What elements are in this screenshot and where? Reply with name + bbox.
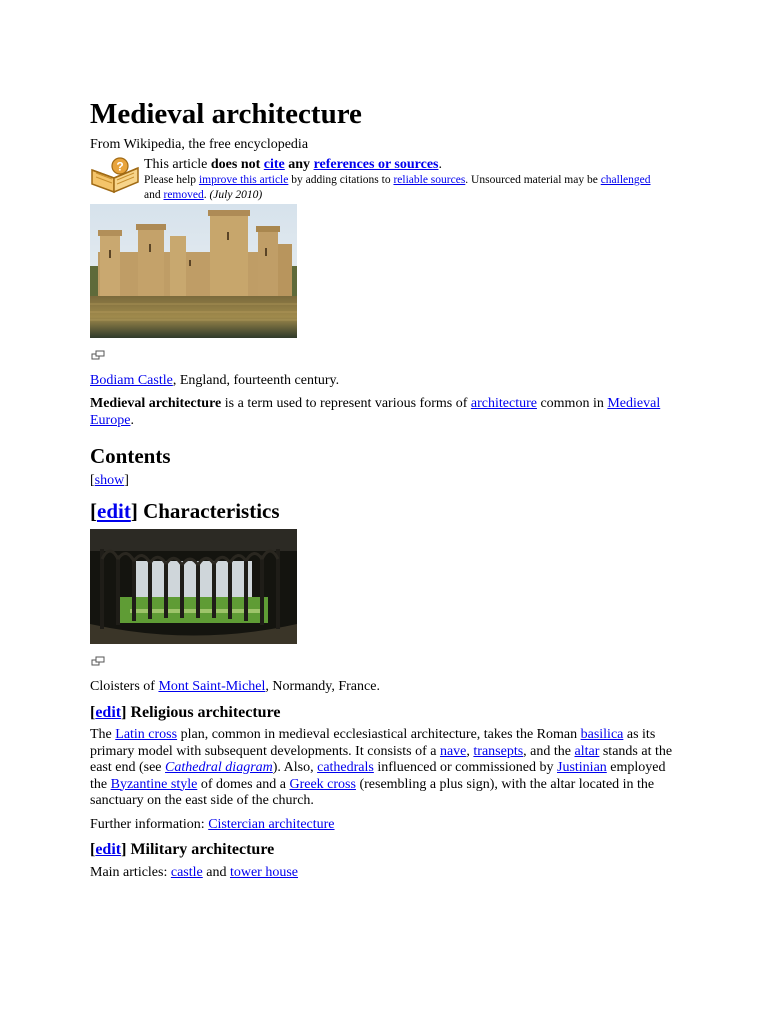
basilica-link[interactable]: basilica xyxy=(580,727,624,742)
bodiam-caption: Bodiam Castle, England, fourteenth century. xyxy=(90,373,340,388)
byzantine-style-link[interactable]: Byzantine style xyxy=(110,776,198,792)
tower-house-link[interactable]: tower house xyxy=(229,865,299,880)
justinian-link[interactable]: Justinian xyxy=(557,760,607,775)
latin-cross-link[interactable]: Latin cross xyxy=(115,727,178,742)
bodiam-castle-link[interactable]: Bodiam Castle xyxy=(90,373,173,388)
show-contents-link[interactable]: show xyxy=(94,473,125,488)
edit-link-characteristics[interactable]: edit xyxy=(97,499,131,523)
cite-link[interactable]: cite xyxy=(263,157,285,172)
section-heading-religious: [edit] Religious architecture xyxy=(90,704,281,721)
removed-link[interactable]: removed xyxy=(163,188,204,201)
edit-link-religious[interactable]: edit xyxy=(95,704,122,721)
contents-toggle: [show] xyxy=(90,473,129,488)
cloister-caption: Cloisters of Mont Saint-Michel, Normandy, France. xyxy=(90,679,380,694)
page-subtitle: From Wikipedia, the free encyclopedia xyxy=(90,137,309,152)
notice-line-1: This article does not cite any references or sources. xyxy=(144,157,442,172)
book-question-icon xyxy=(90,156,140,194)
castle-link[interactable]: castle xyxy=(170,865,203,880)
mont-saint-michel-link[interactable]: Mont Saint-Michel xyxy=(158,679,266,694)
greek-cross-link[interactable]: Greek cross xyxy=(289,776,356,792)
transepts-link[interactable]: transepts xyxy=(473,743,524,759)
page-title: Medieval architecture xyxy=(90,98,362,130)
challenged-link[interactable]: challenged xyxy=(600,174,651,186)
improve-article-link[interactable]: improve this article xyxy=(198,174,289,186)
references-link[interactable]: references or sources xyxy=(313,157,439,172)
svg-text:?: ? xyxy=(116,159,124,174)
section-heading-characteristics: [edit] Characteristics xyxy=(90,499,280,523)
medieval-europe-link[interactable]: Medieval Europe xyxy=(90,396,661,428)
edit-link-military[interactable]: edit xyxy=(95,841,122,858)
cistercian-architecture-link[interactable]: Cistercian architecture xyxy=(208,817,335,832)
contents-heading: Contents xyxy=(90,444,171,468)
reliable-sources-link[interactable]: reliable sources xyxy=(393,174,466,186)
enlarge-icon[interactable] xyxy=(91,656,105,666)
mont-saint-michel-cloister-image[interactable] xyxy=(90,529,297,644)
enlarge-icon[interactable] xyxy=(91,350,105,360)
section-heading-military: [edit] Military architecture xyxy=(90,841,275,858)
further-information: Further information: Cistercian architecture xyxy=(90,817,335,832)
cathedral-diagram-link[interactable]: Cathedral diagram xyxy=(165,760,273,775)
altar-link[interactable]: altar xyxy=(574,743,600,759)
religious-paragraph: The Latin cross plan, common in medieval ecclesiastical architecture, takes the Roman basilica as its primary model with subsequent developments. It consists of a nave, transepts, and the altar stands at the east end (see Cathedral diagram). Also, cathedrals influenced or commissioned by Justinian employed the Byzantine style of domes and a Greek cross (resembling a plus sign), with the altar located in the sanctuary on the east side of the church. xyxy=(90,727,673,808)
intro-paragraph: Medieval architecture is a term used to represent various forms of architecture common in Medieval Europe. xyxy=(90,396,661,428)
bodiam-castle-image[interactable] xyxy=(90,204,297,338)
main-articles: Main articles: castle and tower house xyxy=(90,865,299,880)
notice-line-2: Please help improve this article by adding citations to reliable sources. Unsourced material may be challenged and removed. (July 2010) xyxy=(144,174,651,201)
cathedrals-link[interactable]: cathedrals xyxy=(317,760,374,775)
nave-link[interactable]: nave xyxy=(439,743,467,759)
architecture-link[interactable]: architecture xyxy=(470,396,537,411)
